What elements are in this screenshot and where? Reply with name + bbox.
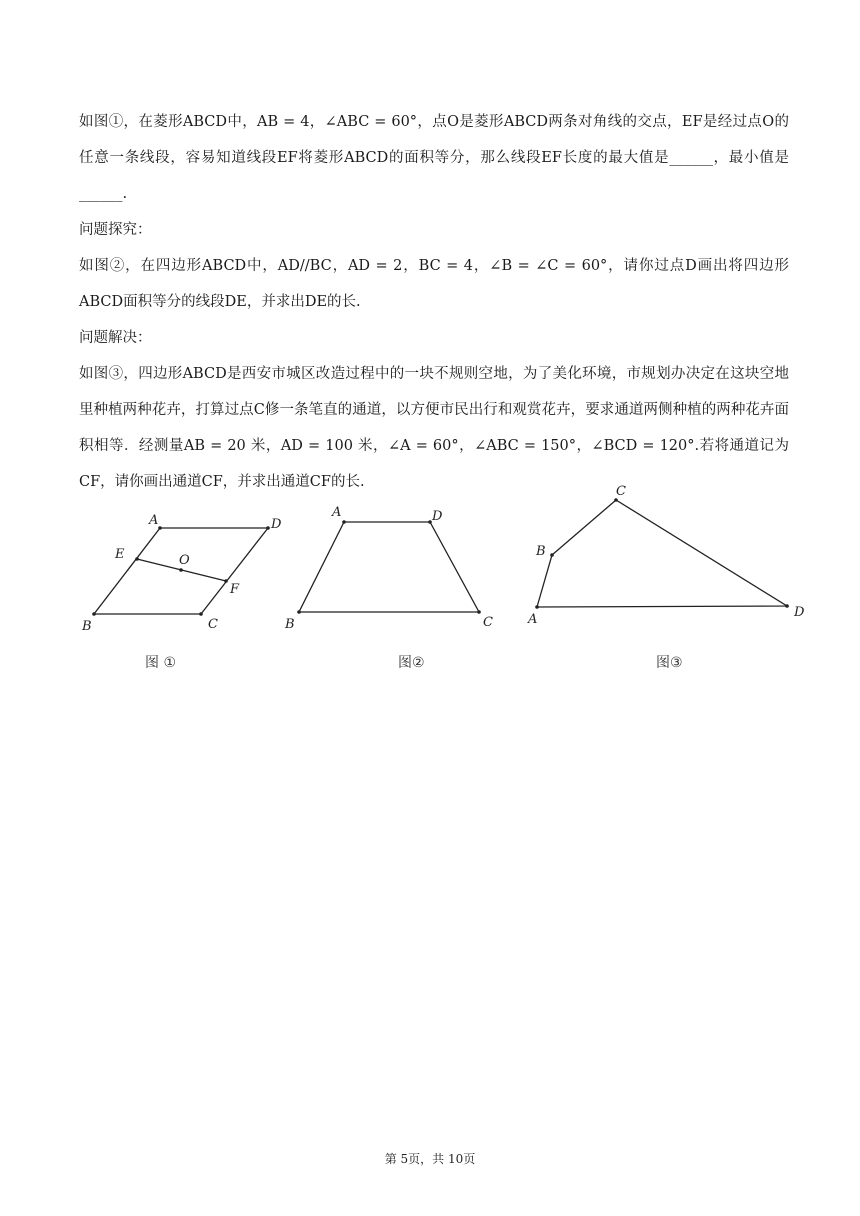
label-a: A [149,513,159,528]
label-b: B [536,544,546,559]
label-b: B [285,617,295,632]
figure-1-caption: 图 ① [145,655,177,671]
label-c: C [483,615,493,630]
label-a: A [332,505,342,520]
label-d: D [271,517,282,532]
figure-2-trapezoid [280,500,500,639]
trapezoid-shape [299,522,479,612]
label-b: B [82,619,92,634]
problem-text [79,104,789,500]
heading-problem-solution: 问题解决： [79,330,152,346]
figure-2-caption: 图② [398,655,425,671]
label-c: C [208,617,218,632]
label-d: D [794,605,805,620]
figure-3-caption: 图③ [656,655,683,671]
label-f: F [230,582,240,597]
paragraph-intro: 如图①，在菱形ABCD中，AB = 4，∠ABC = 60°，点O是菱形ABCD两条对角线的交点，EF是经过点O的任意一条线段，容易知道线段EF将菱形ABCD的面积等分，那么线段EF长度的最大值是______，最小值是______. [79,114,789,202]
paragraph-solution: 如图③，四边形ABCD是西安市城区改造过程中的一块不规则空地，为了美化环境，市规划办决定在这块空地里种植两种花卉，打算过点C修一条笔直的通道，以方便市民出行和观赏花卉，要求通道两侧种植的两种花卉面积相等．经测量AB = 20 米，AD = 100 米，∠A = 60°，∠ABC = 150°，∠BCD = 120°.若将通道记为CF，请你画出通道CF，并求出通道CF的长. [79,366,789,490]
paragraph-exploration: 如图②，在四边形ABCD中，AD//BC，AD = 2，BC = 4，∠B = ∠C = 60°，请你过点D画出将四边形ABCD面积等分的线段DE，并求出DE的长. [79,258,789,310]
figures-row [0,470,860,690]
label-e: E [115,547,125,562]
heading-problem-exploration: 问题探究： [79,222,152,238]
label-d: D [432,509,443,524]
page-footer: 第 5页，共 10页 [384,1152,476,1166]
label-c: C [616,484,626,499]
label-o: O [179,553,190,568]
label-a: A [528,612,538,627]
figure-1-rhombus [75,500,285,639]
figure-3-quadrilateral [520,480,820,634]
quadrilateral-shape [537,500,787,607]
